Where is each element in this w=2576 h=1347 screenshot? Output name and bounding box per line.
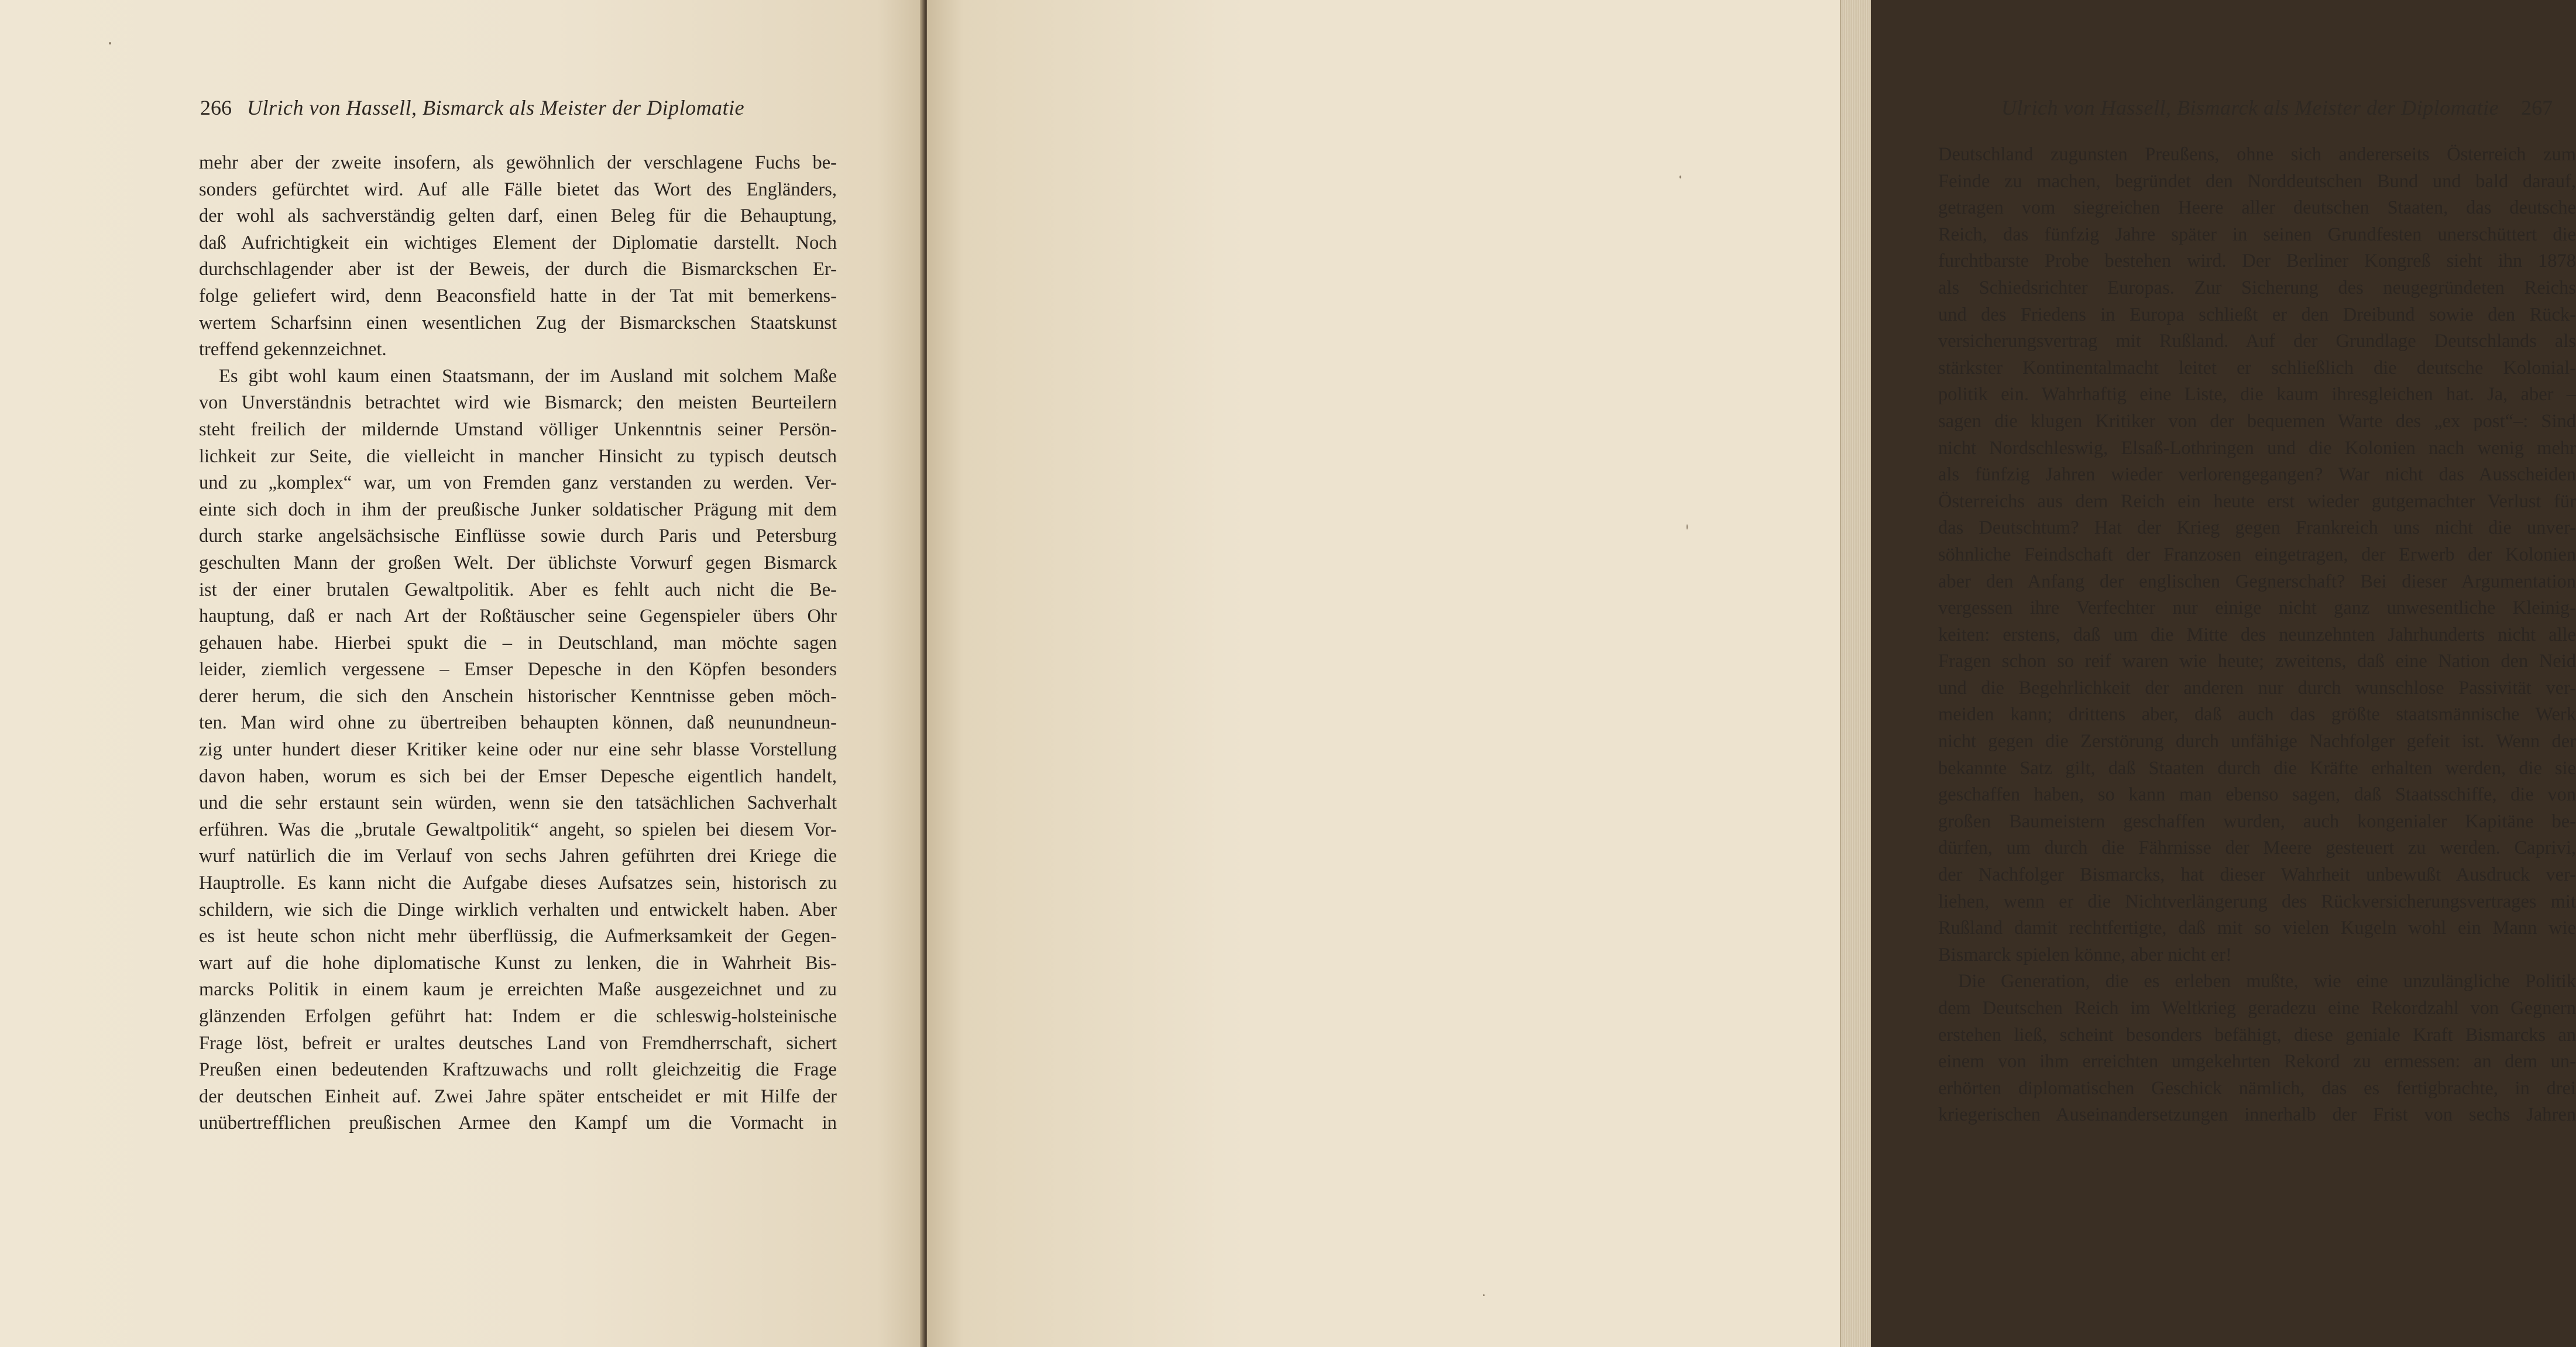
text-line: von Unverständnis betrachtet wird wie Bismarck; den meisten Beurteilern <box>199 392 837 414</box>
text-line: Rußland damit rechtfertigte, daß mit so vielen Kugeln wohl ein Mann wie <box>1938 918 2576 939</box>
text-line: getragen vom siegreichen Heere aller deutschen Staaten, das deutsche <box>1938 197 2576 219</box>
text-line: ist der einer brutalen Gewaltpolitik. Aber es fehlt auch nicht die Be- <box>199 579 837 600</box>
text-line: erstehen ließ, scheint besonders befähigt, diese geniale Kraft Bismarcks an <box>1938 1024 2576 1046</box>
text-line: durchschlagender aber ist der Beweis, der durch die Bismarckschen Er- <box>199 259 837 280</box>
text-line: Reich, das fünfzig Jahre später in seinen Grundfesten unerschüttert die <box>1938 224 2576 245</box>
text-line: Die Generation, die es erleben mußte, wie eine unzulängliche Politik <box>1958 971 2576 992</box>
text-line: Deutschland zugunsten Preußens, ohne sich andererseits Österreich zum <box>1938 144 2576 165</box>
text-line: Es gibt wohl kaum einen Staatsmann, der im Ausland mit solchem Maße <box>219 365 837 387</box>
text-line: ten. Man wird ohne zu übertreiben behaupten können, daß neunundneun- <box>199 712 837 734</box>
text-line: Hauptrolle. Es kann nicht die Aufgabe dieses Aufsatzes sein, historisch zu <box>199 872 837 894</box>
text-line: nicht gegen die Zerstörung durch unfähige Nachfolger gefeit ist. Wenn der <box>1938 731 2576 752</box>
text-line: dem Deutschen Reich im Weltkrieg geradezu eine Rekordzahl von Gegnern <box>1938 998 2576 1019</box>
text-line: dürfen, um durch die Fährnisse der Meere gesteuert zu werden. Caprivi, <box>1938 837 2576 859</box>
paper-speck <box>109 42 111 44</box>
left-page <box>0 0 923 1347</box>
text-line: und des Friedens in Europa schließt er den Dreibund sowie den Rück- <box>1938 304 2576 325</box>
text-line: keiten: erstens, daß um die Mitte des neunzehnten Jahrhunderts nicht alle <box>1938 624 2576 645</box>
text-line: lichkeit zur Seite, die vielleicht in mancher Hinsicht zu typisch deutsch <box>199 445 837 467</box>
page-number: 267 <box>2521 96 2553 119</box>
text-line: glänzenden Erfolgen geführt hat: Indem er die schleswig-holsteinische <box>199 1006 837 1027</box>
text-line: zig unter hundert dieser Kritiker keine oder nur eine sehr blasse Vorstellung <box>199 739 837 761</box>
text-line: daß Aufrichtigkeit ein wichtiges Element der Diplomatie darstellt. Noch <box>199 232 837 253</box>
text-line: Frage löst, befreit er uraltes deutsches Land von Fremdherrschaft, sichert <box>199 1032 837 1054</box>
text-line: Bismarck spielen könne, aber nicht er! <box>1938 944 2232 965</box>
text-line: wurf natürlich die im Verlauf von sechs Jahren geführten drei Kriege die <box>199 846 837 867</box>
paper-speck <box>1687 524 1688 530</box>
text-line: durch starke angelsächsische Einflüsse sowie durch Paris und Petersburg <box>199 525 837 547</box>
text-line: geschulten Mann der großen Welt. Der üblichste Vorwurf gegen Bismarck <box>199 552 837 573</box>
text-line: erhörten diplomatischen Geschick nämlich, das es fertigbrachte, in drei <box>1938 1077 2576 1099</box>
paper-speck <box>1679 176 1681 178</box>
text-line: kriegerischen Auseinandersetzungen innerhalb der Frist von sechs Jahren <box>1938 1104 2576 1126</box>
text-line: versicherungsvertrag mit Rußland. Auf der Grundlage Deutschlands als <box>1938 331 2576 352</box>
text-line: geschaffen haben, so kann man ebenso sagen, daß Staatsschiffe, die von <box>1938 784 2576 806</box>
page-edges <box>1840 0 1871 1347</box>
text-line: aber den Anfang der englischen Gegnerschaft? Bei dieser Argumentation <box>1938 571 2576 592</box>
text-line: hauptung, daß er nach Art der Roßtäuscher seine Gegenspieler übers Ohr <box>199 606 837 627</box>
text-line: vergessen ihre Verfechter nur einige nicht ganz unwesentliche Kleinig- <box>1938 597 2576 619</box>
running-title: Ulrich von Hassell, Bismarck als Meister der Diplomatie <box>247 96 745 119</box>
text-line: und die sehr erstaunt sein würden, wenn sie den tatsächlichen Sachverhalt <box>199 792 837 814</box>
text-line: erführen. Was die „brutale Gewaltpolitik“ angeht, so spielen bei diesem Vor- <box>199 819 837 840</box>
text-line: mehr aber der zweite insofern, als gewöhnlich der verschlagene Fuchs be- <box>199 152 837 173</box>
text-line: der Nachfolger Bismarcks, hat dieser Wahrheit unbewußt Ausdruck ver- <box>1938 864 2576 886</box>
text-line: das Deutschtum? Hat der Krieg gegen Frankreich uns nicht die unver- <box>1938 517 2576 539</box>
text-line: wart auf die hohe diplomatische Kunst zu lenken, die in Wahrheit Bis- <box>199 952 837 974</box>
body-text <box>199 150 837 1137</box>
text-line: es ist heute schon nicht mehr überflüssig, die Aufmerksamkeit der Gegen- <box>199 926 837 947</box>
running-head-left <box>200 95 744 121</box>
text-line: einte sich doch in ihm der preußische Junker soldatischer Prägung mit dem <box>199 499 837 520</box>
text-line: sonders gefürchtet wird. Auf alle Fälle bietet das Wort des Engländers, <box>199 178 837 200</box>
text-line: Feinde zu machen, begründet den Norddeutschen Bund und bald darauf, <box>1938 170 2576 192</box>
text-line: bekannte Satz gilt, daß Staaten durch die Kräfte erhalten werden, die sie <box>1938 757 2576 779</box>
text-line: davon haben, worum es sich bei der Emser Depesche eigentlich handelt, <box>199 765 837 787</box>
body-text <box>1938 142 2576 1129</box>
text-line: der deutschen Einheit auf. Zwei Jahre später entscheidet er mit Hilfe der <box>199 1085 837 1107</box>
running-head-right <box>2001 95 2553 121</box>
text-line: Fragen schon so reif waren wie heute; zweitens, daß eine Nation den Neid <box>1938 651 2576 672</box>
text-line: schildern, wie sich die Dinge wirklich verhalten und entwickelt haben. Aber <box>199 899 837 920</box>
text-line: liehen, wenn er die Nichtverlängerung des Rückversicherungsvertrages mit <box>1938 891 2576 912</box>
text-line: furchtbarste Probe bestehen wird. Der Berliner Kongreß sieht ihn 1878 <box>1938 250 2576 272</box>
text-line: söhnliche Feindschaft der Franzosen eingetragen, der Erwerb der Kolonien <box>1938 544 2576 565</box>
page-number: 266 <box>200 96 232 119</box>
text-line: Österreichs aus dem Reich ein heute erst wieder gutgemachter Verlust für <box>1938 490 2576 512</box>
text-line: nicht Nordschleswig, Elsaß-Lothringen und die Kolonien nach wenig mehr <box>1938 437 2576 459</box>
text-line: treffend gekennzeichnet. <box>199 339 387 360</box>
text-line: großen Baumeistern geschaffen wurden, auch kongenialer Kapitäne be- <box>1938 810 2576 832</box>
running-title: Ulrich von Hassell, Bismarck als Meister der Diplomatie <box>2001 96 2499 119</box>
text-line: leider, ziemlich vergessene – Emser Depesche in den Köpfen besonders <box>199 659 837 681</box>
text-line: steht freilich der mildernde Umstand völliger Unkenntnis seiner Persön- <box>199 418 837 440</box>
text-line: unübertrefflichen preußischen Armee den Kampf um die Vormacht in <box>199 1112 837 1134</box>
text-line: und die Begehrlichkeit der anderen nur durch wunschlose Passivität ver- <box>1938 677 2576 699</box>
text-line: meiden kann; drittens aber, daß auch das größte staatsmännische Werk <box>1938 704 2576 726</box>
paper-speck <box>1483 1294 1485 1296</box>
text-line: folge geliefert wird, denn Beaconsfield hatte in der Tat mit bemerkens- <box>199 285 837 307</box>
text-line: wertem Scharfsinn einen wesentlichen Zug der Bismarckschen Staatskunst <box>199 312 837 334</box>
text-line: stärkster Kontinentalmacht leitet er schließlich die deutsche Kolonial- <box>1938 357 2576 379</box>
text-line: Preußen einen bedeutenden Kraftzuwachs und rollt gleichzeitig die Frage <box>199 1059 837 1081</box>
text-line: sagen die klugen Kritiker von der bequemen Warte des „ex post“–: Sind <box>1938 410 2576 432</box>
right-page <box>927 0 2576 1347</box>
text-line: als fünfzig Jahren wieder verlorengegangen? War nicht das Ausscheiden <box>1938 464 2576 486</box>
text-line: einem von ihm erreichten umgekehrten Rekord zu ermessen: an dem un- <box>1938 1051 2576 1073</box>
text-line: politik ein. Wahrhaftig eine Liste, die kaum ihresgleichen hat. Ja, aber – <box>1938 384 2576 406</box>
text-line: derer herum, die sich den Anschein historischer Kenntnisse geben möch- <box>199 685 837 707</box>
text-line: gehauen habe. Hierbei spukt die – in Deutschland, man möchte sagen <box>199 632 837 654</box>
text-line: und zu „komplex“ war, um von Fremden ganz verstanden zu werden. Ver- <box>199 472 837 494</box>
text-line: marcks Politik in einem kaum je erreichten Maße ausgezeichnet und zu <box>199 979 837 1001</box>
text-line: der wohl als sachverständig gelten darf, einen Beleg für die Behauptung, <box>199 205 837 227</box>
text-line: als Schiedsrichter Europas. Zur Sicherung des neugegründeten Reichs <box>1938 277 2576 298</box>
